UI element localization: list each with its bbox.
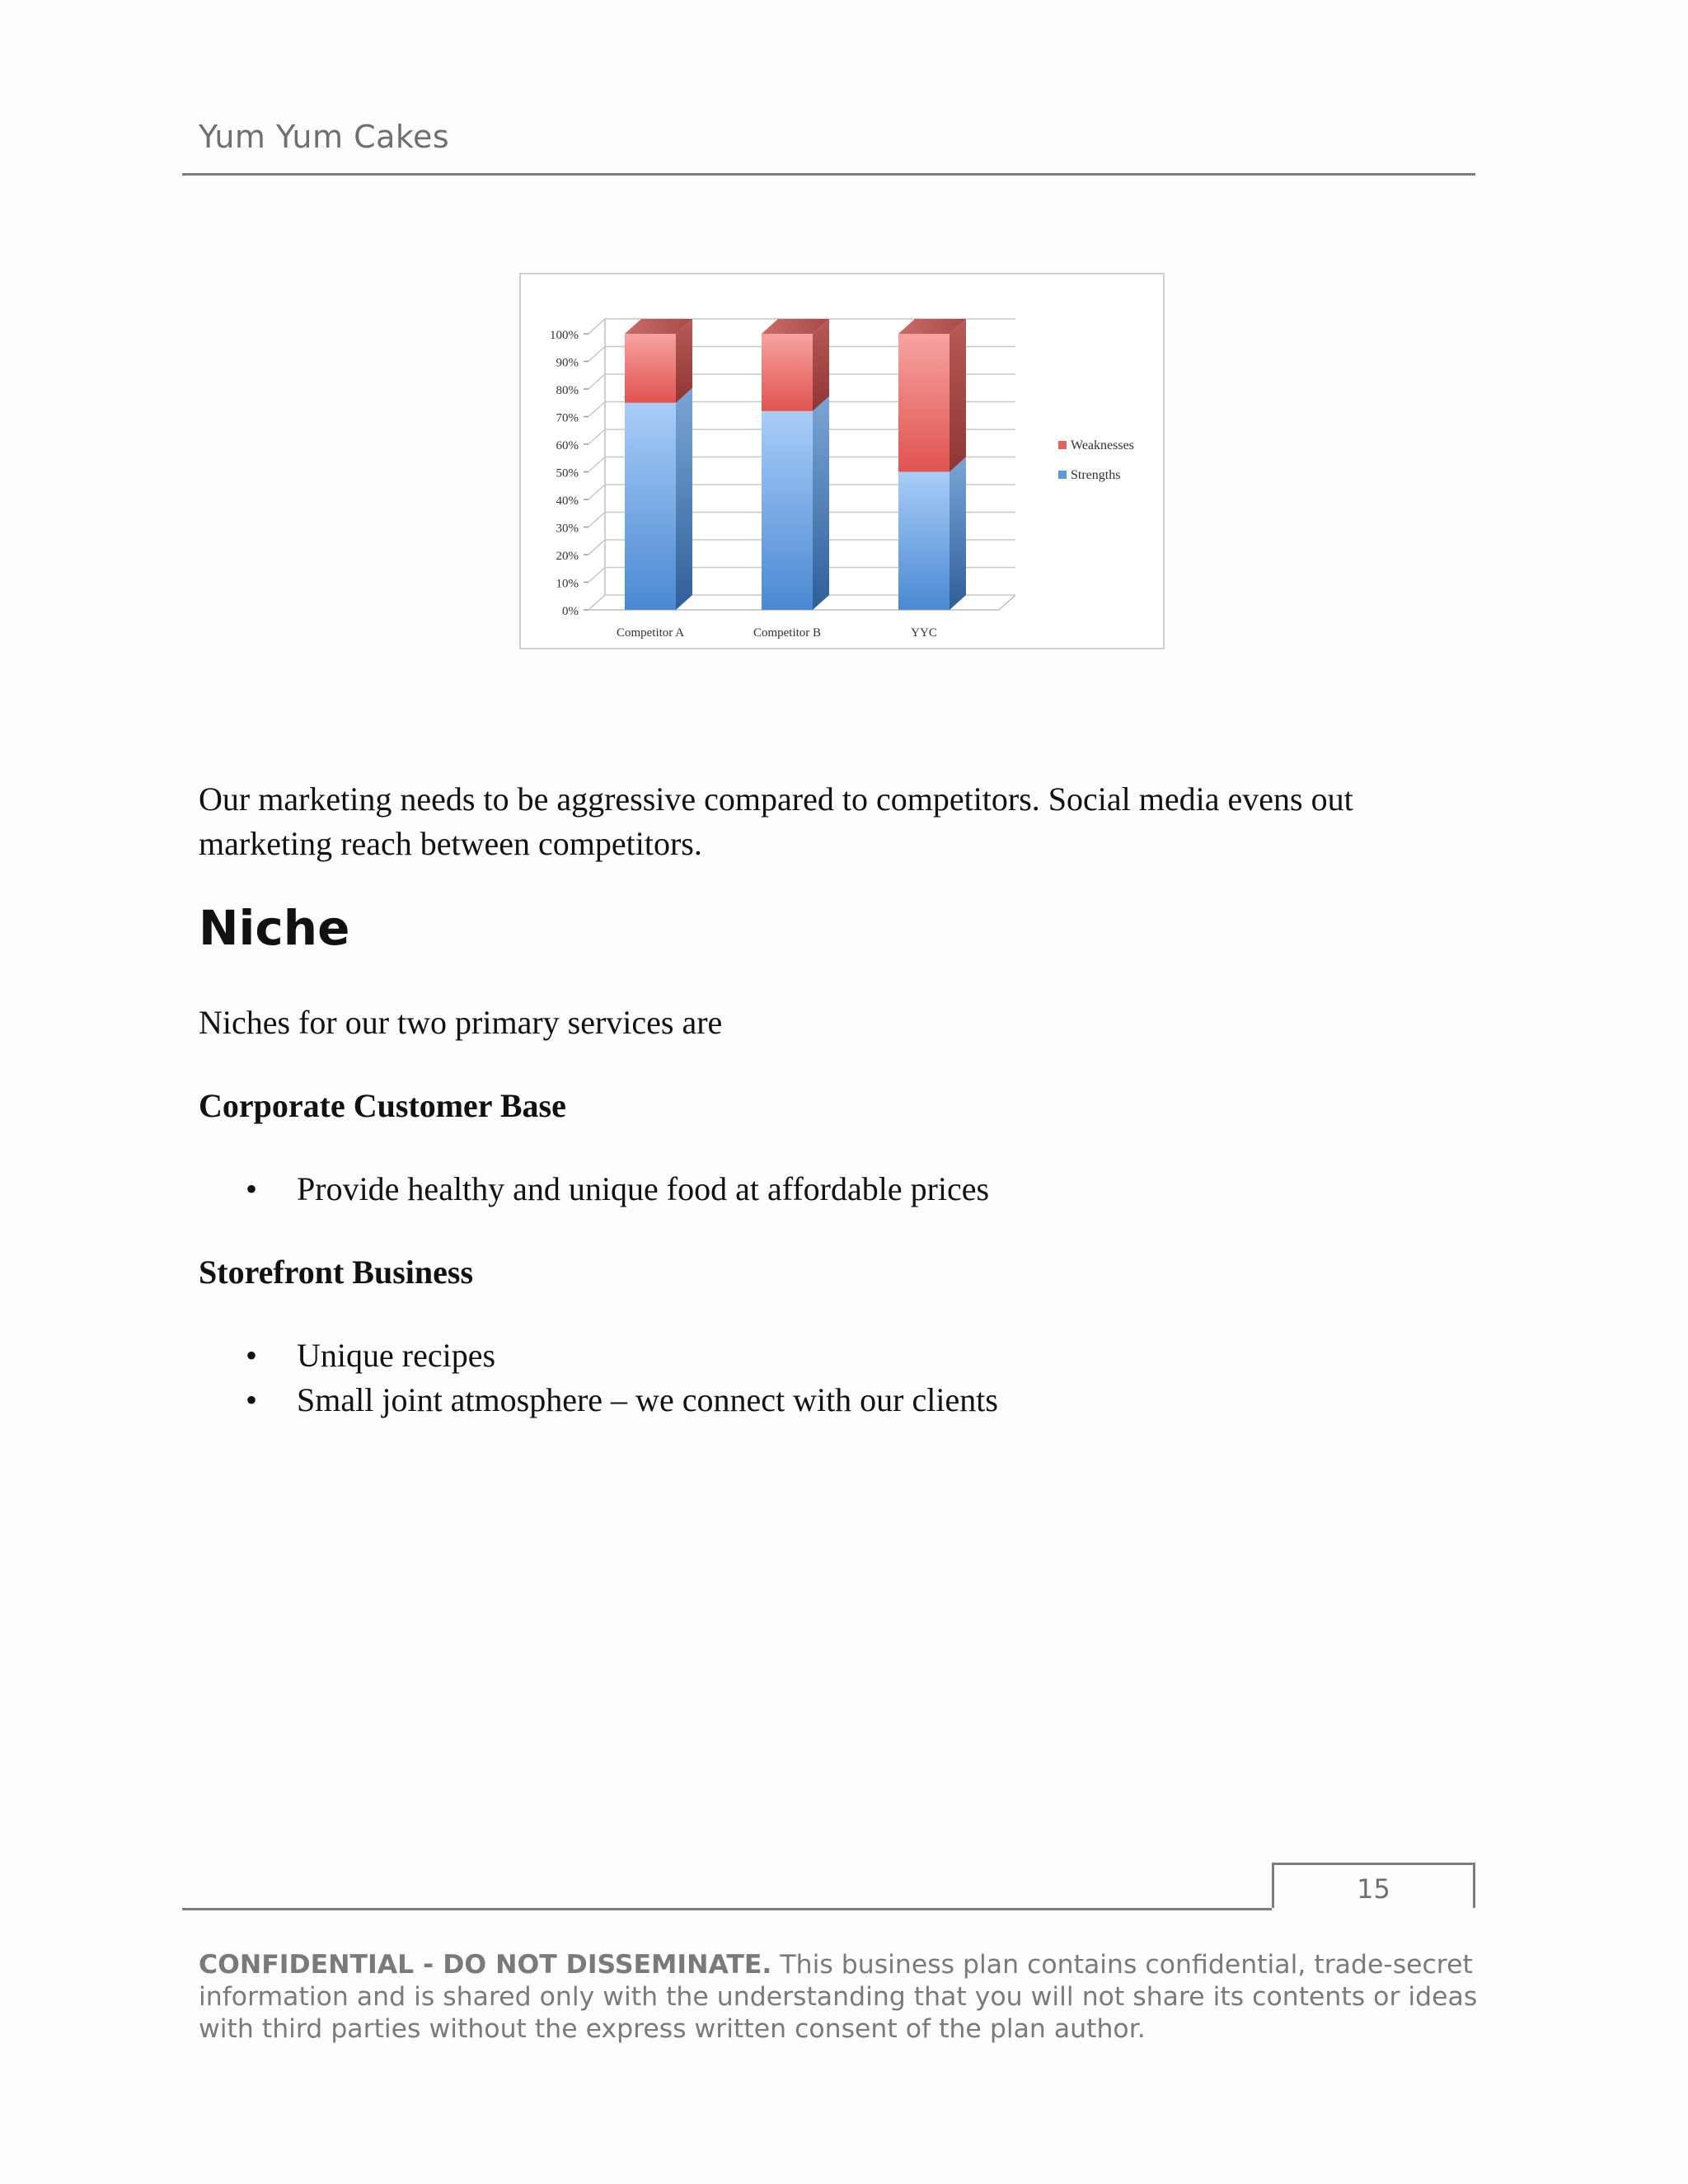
- bar-strengths: [762, 411, 813, 610]
- corporate-customer-base-heading: Corporate Customer Base: [199, 1087, 566, 1124]
- chart-svg: [521, 274, 1166, 651]
- bar-strengths: [625, 403, 676, 610]
- y-tick-label: 80%: [556, 384, 579, 397]
- niches-intro-paragraph: Niches for our two primary services are: [199, 1004, 723, 1041]
- y-tick-label: 20%: [556, 550, 579, 563]
- page-number: 15: [1357, 1873, 1390, 1905]
- page-number-box: [1272, 1863, 1475, 1908]
- y-tick-label: 10%: [556, 577, 579, 591]
- list-item-text: Small joint atmosphere – we connect with our clients: [297, 1381, 998, 1418]
- x-tick-label: Competitor B: [753, 626, 822, 640]
- y-tick-label: 30%: [556, 522, 579, 536]
- y-tick-label: 60%: [556, 439, 579, 452]
- marketing-paragraph: Our marketing needs to be aggressive compared to competitors. Social media evens out marketing reach between competitors.: [199, 780, 1353, 862]
- bullet-icon: •: [246, 1381, 258, 1418]
- y-tick-label: 70%: [556, 411, 579, 425]
- bar-weaknesses: [762, 334, 813, 411]
- header-rule: [182, 173, 1475, 176]
- bar-side-strengths: [813, 396, 829, 610]
- bullet-icon: •: [246, 1337, 258, 1374]
- y-tick-label: 0%: [562, 605, 579, 618]
- y-tick-label: 100%: [550, 329, 579, 342]
- confidentiality-notice: [199, 1949, 1484, 2046]
- bar-side-weaknesses: [950, 319, 966, 472]
- legend-swatch: [1058, 441, 1067, 449]
- y-tick-label: 50%: [556, 466, 579, 480]
- bar-side-strengths: [676, 388, 692, 610]
- list-item-text: Provide healthy and unique food at affordable prices: [297, 1170, 990, 1207]
- x-tick-label: Competitor A: [616, 626, 685, 640]
- confidential-label: CONFIDENTIAL - DO NOT DISSEMINATE.: [199, 1950, 772, 1980]
- legend-label: Weaknesses: [1071, 438, 1134, 452]
- strengths-weaknesses-chart: [519, 273, 1165, 649]
- footer-rule: [182, 1908, 1272, 1910]
- legend-swatch: [1058, 471, 1067, 479]
- bar-weaknesses: [898, 334, 950, 472]
- y-tick-label: 40%: [556, 494, 579, 508]
- bar-weaknesses: [625, 334, 676, 403]
- bullet-icon: •: [246, 1170, 258, 1207]
- confidential-text: This business plan contains confidential, trade-secret information and is shared only with the understanding that you will not share its contents or ideas with third parties without the express written consent of the plan author.: [199, 1950, 1478, 2044]
- document-header-title: Yum Yum Cakes: [199, 119, 450, 155]
- bar-side-strengths: [950, 457, 966, 611]
- storefront-business-heading: Storefront Business: [199, 1254, 474, 1291]
- bar-side-weaknesses: [813, 319, 829, 411]
- x-tick-label: YYC: [911, 626, 937, 640]
- list-item-text: Unique recipes: [297, 1337, 496, 1374]
- legend-label: Strengths: [1071, 468, 1121, 482]
- bar-strengths: [898, 472, 950, 611]
- y-tick-label: 90%: [556, 356, 579, 370]
- niche-heading: Niche: [199, 900, 350, 956]
